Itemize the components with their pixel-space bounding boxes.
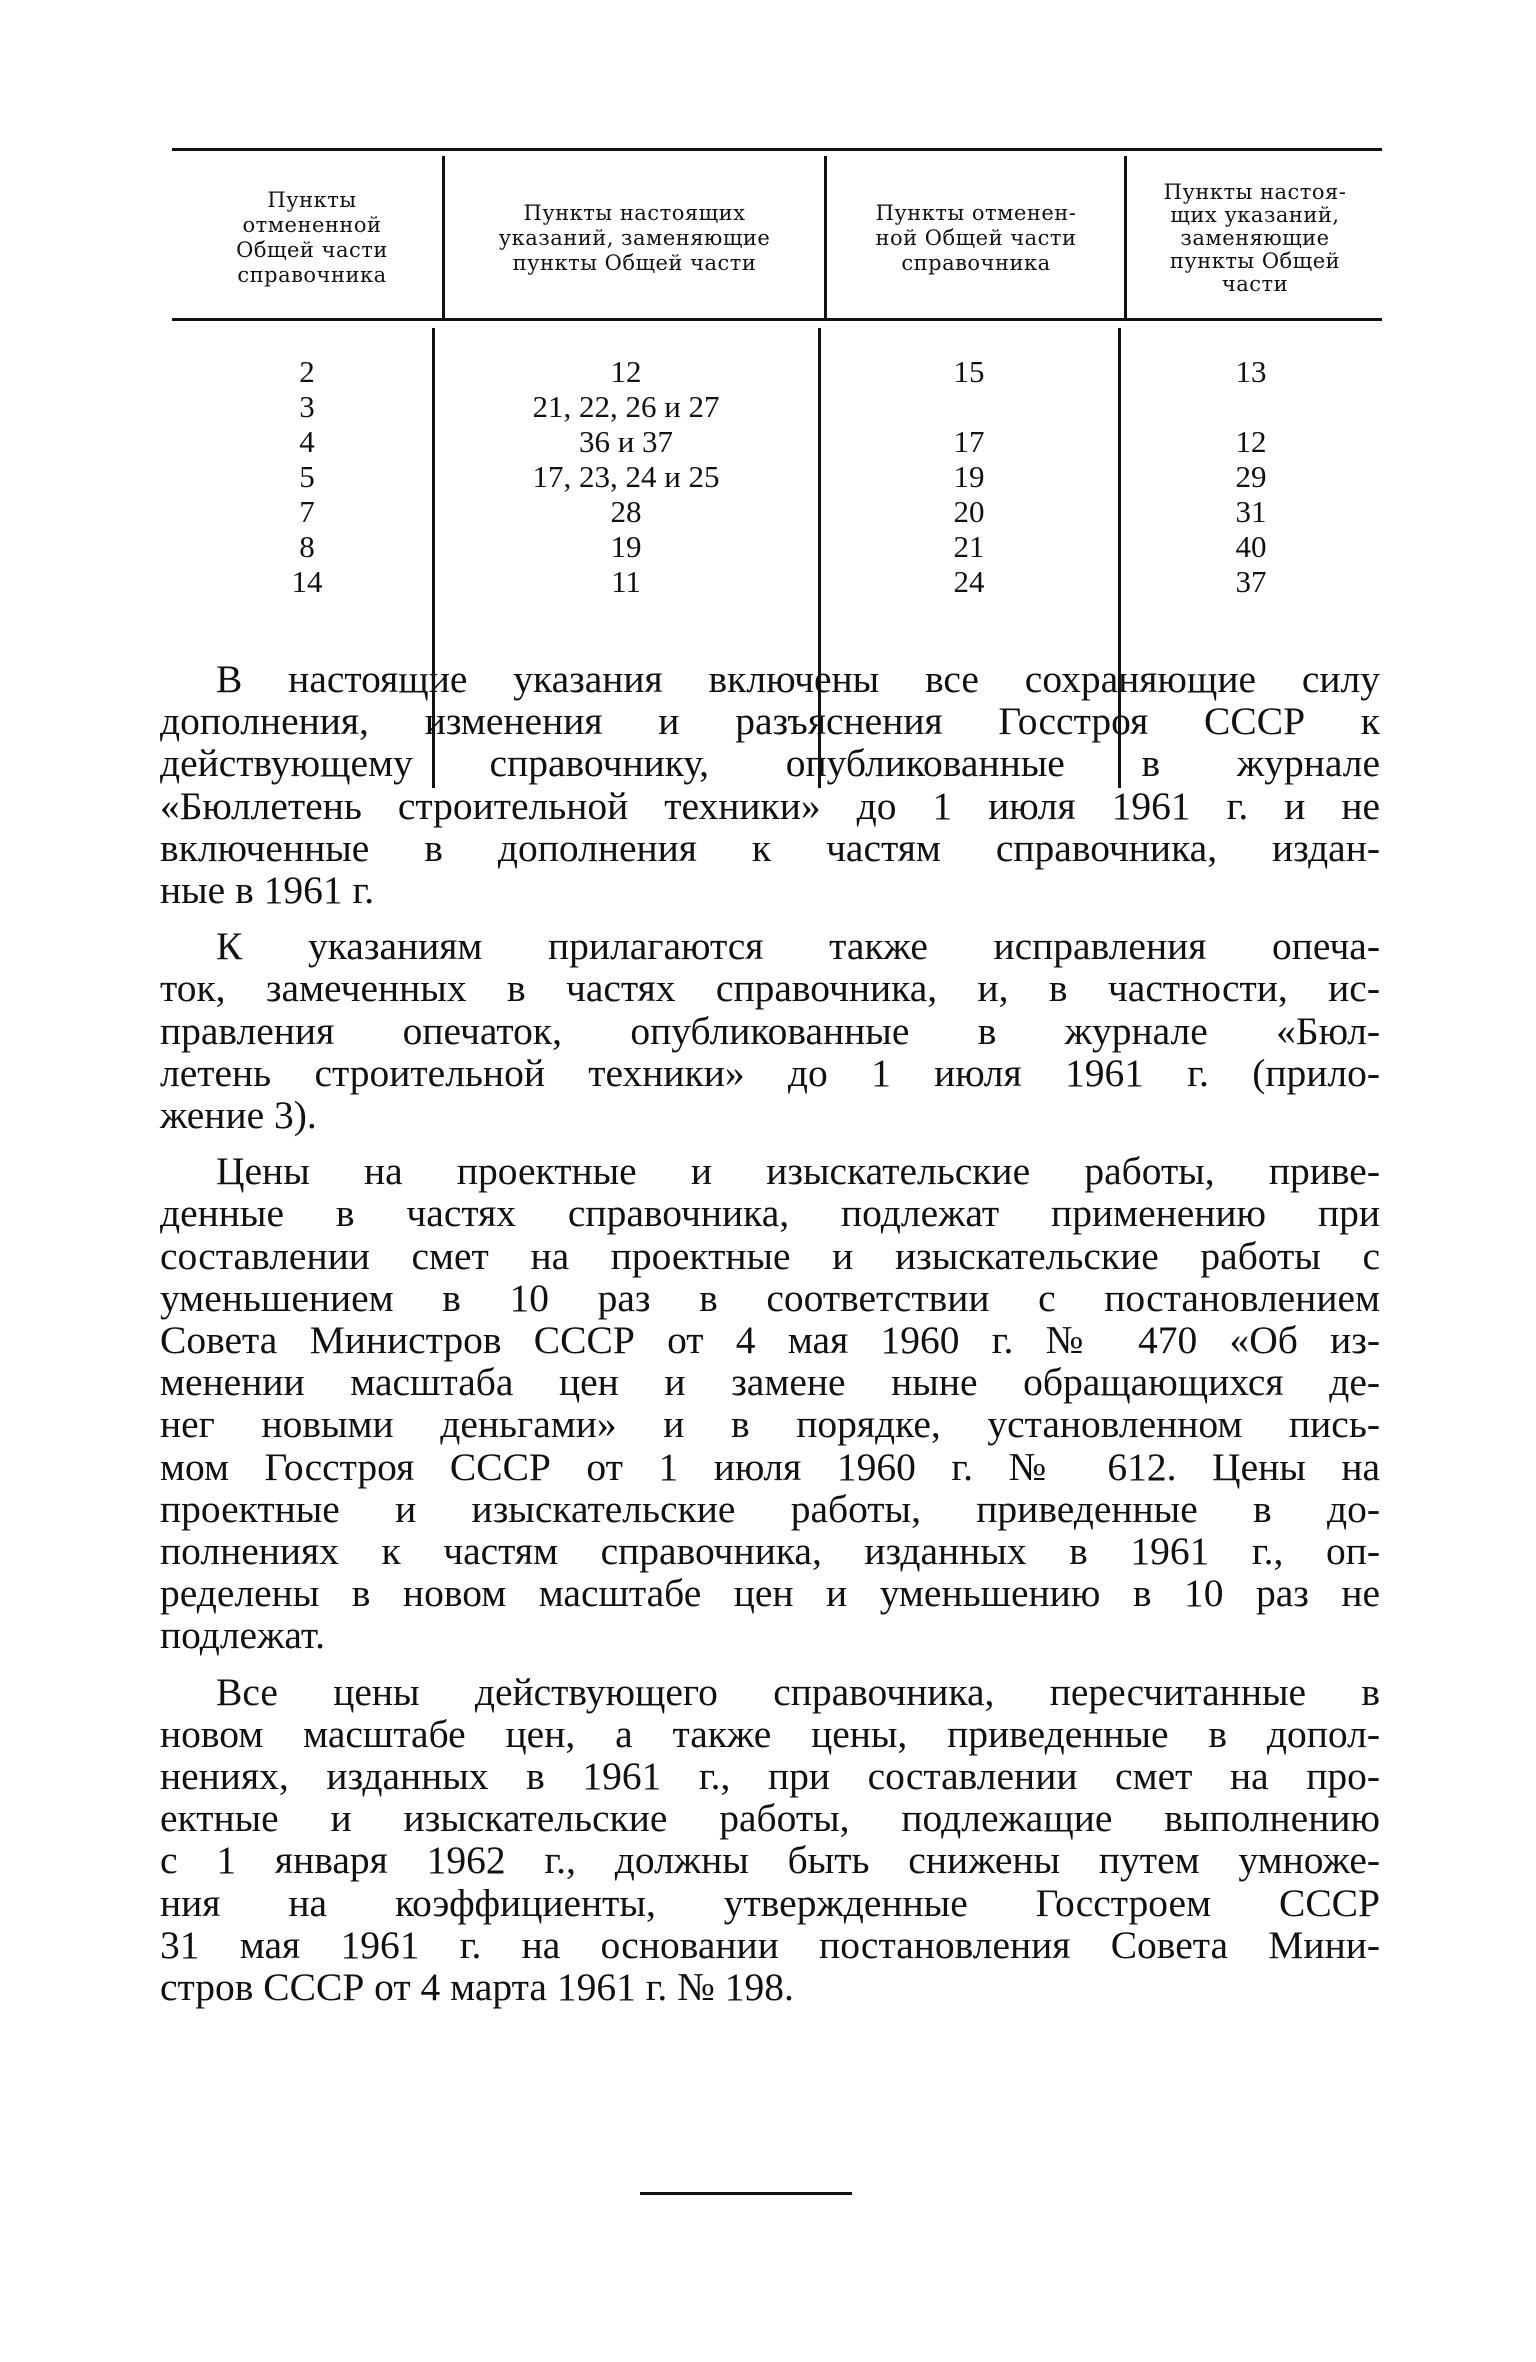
text-line: новом масштабе цен, а также цены, приведенные в допол- <box>160 1711 1380 1756</box>
header-line: Пункты настоя- <box>1163 179 1347 204</box>
table-column-3 <box>820 354 1118 599</box>
body-text <box>160 658 1380 2022</box>
table-cell <box>820 389 1118 424</box>
text-line: включенные в дополнения к частям справочника, издан- <box>160 825 1380 870</box>
table-column-4 <box>1120 354 1382 599</box>
text-line: дополнения, изменения и разъяснения Госстроя СССР к <box>160 699 1380 744</box>
table-cell: 37 <box>1235 564 1267 599</box>
table-column-divider <box>1124 156 1127 318</box>
text-line: ределены в новом масштабе цен и уменьшению в 10 раз не <box>160 1571 1380 1616</box>
header-line: Пункты настоящих <box>523 200 746 225</box>
table-cell: 24 <box>953 564 985 599</box>
table-cell: 29 <box>1235 459 1267 494</box>
text-line: правления опечаток, опубликованные в журнале «Бюл- <box>160 1008 1380 1053</box>
text-line: уменьшением в 10 раз в соответствии с постановлением <box>160 1275 1380 1320</box>
paragraph <box>160 925 1380 1136</box>
header-line: пункты Общей части <box>512 250 757 275</box>
header-line: щих указаний, <box>1170 202 1340 227</box>
table-cell: 2 <box>299 354 315 389</box>
table-header-cell <box>447 158 822 318</box>
table-cell: 3 <box>299 389 315 424</box>
text-line: менении масштаба цен и замене ныне обращающихся де- <box>160 1360 1380 1405</box>
table-column-2 <box>434 354 818 599</box>
header-line: справочника <box>237 263 387 287</box>
text-line: ектные и изыскательские работы, подлежащие выполнению <box>160 1796 1380 1841</box>
table-cell: 17, 23, 24 и 25 <box>532 459 720 494</box>
table-cell: 12 <box>610 354 642 389</box>
end-rule <box>640 2192 852 2195</box>
table-cell: 28 <box>610 494 642 529</box>
table-cell: 15 <box>953 354 985 389</box>
text-line: мом Госстроя СССР от 1 июля 1960 г. № 612. Цены на <box>160 1444 1380 1489</box>
header-line: пункты Общей <box>1169 248 1341 273</box>
table-cell <box>1120 389 1382 424</box>
text-line: ток, замеченных в частях справочника, и, в частности, ис- <box>160 966 1380 1011</box>
table-cell: 19 <box>953 459 985 494</box>
table-cell: 11 <box>611 564 641 599</box>
header-line: части <box>1221 271 1289 296</box>
text-line: денные в частях справочника, подлежат применению при <box>160 1191 1380 1236</box>
header-line: справочника <box>901 250 1051 275</box>
table-cell: 14 <box>291 564 323 599</box>
text-line: действующему справочнику, опубликованные в журнале <box>160 741 1380 786</box>
header-line: Пункты <box>267 188 357 212</box>
table-cell: 13 <box>1235 354 1267 389</box>
table-cell: 7 <box>299 494 315 529</box>
text-line: составлении смет на проектные и изыскательские работы с <box>160 1233 1380 1278</box>
table-cell: 31 <box>1235 494 1267 529</box>
table-top-rule <box>172 148 1382 151</box>
table-cell: 20 <box>953 494 985 529</box>
text-line: Совета Министров СССР от 4 мая 1960 г. № 470 «Об из- <box>160 1318 1380 1363</box>
header-line: отмененной <box>242 213 382 237</box>
table-cell: 21 <box>953 529 985 564</box>
text-line: с 1 января 1962 г., должны быть снижены путем умноже- <box>160 1838 1380 1883</box>
table-cell: 8 <box>299 529 315 564</box>
paragraph <box>160 1150 1380 1656</box>
header-line: заменяющие <box>1180 225 1330 250</box>
table-column-divider <box>442 156 445 318</box>
text-line: жение 3). <box>160 1093 317 1138</box>
text-line: нег новыми деньгами» и в порядке, установленном пись- <box>160 1402 1380 1447</box>
table-column-1 <box>172 354 442 599</box>
text-line: подлежат. <box>160 1613 326 1658</box>
text-line: нениях, изданных в 1961 г., при составлении смет на про- <box>160 1754 1380 1799</box>
text-line: ные в 1961 г. <box>160 868 375 913</box>
table-header-cell <box>192 158 432 318</box>
table-cell: 5 <box>299 459 315 494</box>
header-line: Общей части <box>236 238 388 262</box>
text-line: В настоящие указания включены все сохраняющие силу <box>216 657 1380 701</box>
header-line: Пункты отменен- <box>875 200 1077 225</box>
text-line: К указаниям прилагаются также исправления опеча- <box>216 924 1380 969</box>
table-cell: 4 <box>299 424 315 459</box>
header-line: ной Общей части <box>875 225 1077 250</box>
text-line: ния на коэффициенты, утвержденные Госстроем СССР <box>160 1880 1380 1925</box>
text-line: полнениях к частям справочника, изданных в 1961 г., оп- <box>160 1529 1380 1574</box>
table-cell: 21, 22, 26 и 27 <box>532 389 720 424</box>
paragraph <box>160 1671 1380 2009</box>
text-line: Все цены действующего справочника, пересчитанные в <box>216 1669 1380 1714</box>
text-line: стров СССР от 4 марта 1961 г. № 198. <box>160 1965 794 2010</box>
text-line: проектные и изыскательские работы, приведенные в до- <box>160 1486 1380 1531</box>
table-cell: 40 <box>1235 529 1267 564</box>
table-column-divider <box>824 156 827 318</box>
paragraph <box>160 658 1380 911</box>
table-cell: 19 <box>610 529 642 564</box>
table-header-cell <box>1130 158 1380 318</box>
text-line: летень строительной техники» до 1 июля 1961 г. (прило- <box>160 1050 1380 1095</box>
table-header-cell <box>830 158 1122 318</box>
header-line: указаний, заменяющие <box>498 225 771 250</box>
table-cell: 12 <box>1235 424 1267 459</box>
text-line: Цены на проектные и изыскательские работы, приве- <box>216 1149 1380 1194</box>
text-line: «Бюллетень строительной техники» до 1 июля 1961 г. и не <box>160 783 1380 828</box>
table-cell: 36 и 37 <box>578 424 674 459</box>
text-line: 31 мая 1961 г. на основании постановления Совета Мини- <box>160 1922 1380 1967</box>
table-header-rule <box>172 318 1382 321</box>
table-cell: 17 <box>953 424 985 459</box>
